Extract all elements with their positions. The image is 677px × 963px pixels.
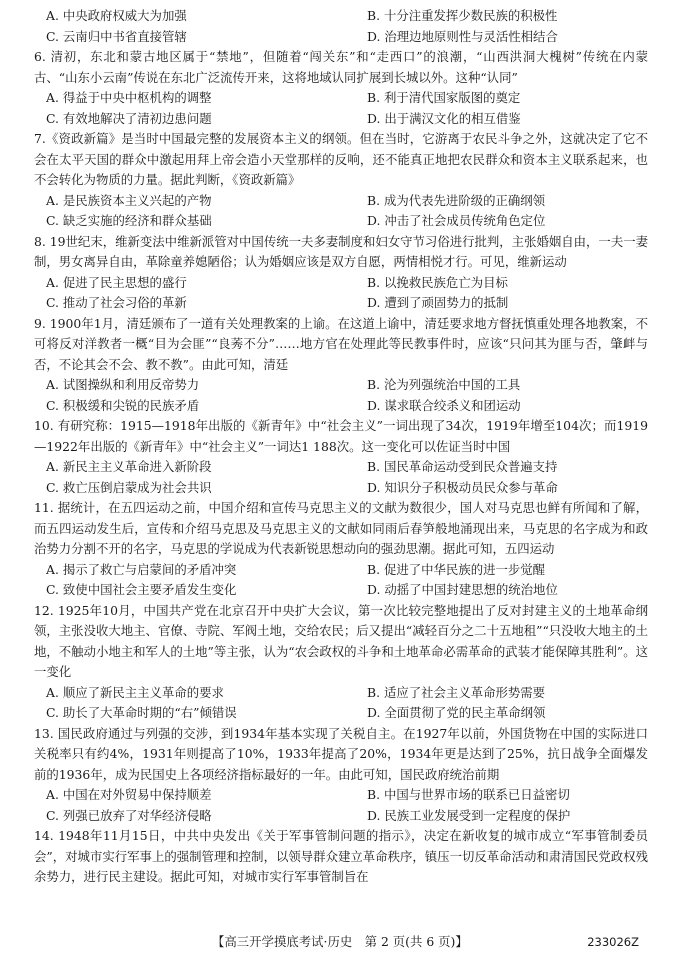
- q11-option-a: A. 揭示了救亡与启蒙间的矛盾冲突: [46, 561, 237, 577]
- q8-option-a: A. 促进了民主思想的盛行: [46, 274, 187, 290]
- q13-option-b: B. 中国与世界市场的联系已日益密切: [367, 787, 570, 802]
- page-footer: [0, 932, 677, 952]
- q11-stem: 11. 据统计，在五四运动之前，中国介绍和宣传马克思主义的文献为数很少，国人对马克思也鲜有所闻和了解，而五四运动发生后，宣传和介绍马克思及马克思主义的文献如同雨后春笋般地涌现出来，马克思的名字成为和政治势力分割不开的名字，马克思的学说成为代表新锐思想动向的强劲思潮。据此可知，五四运动: [34, 500, 648, 556]
- q6-option-b: B. 利于清代国家版图的奠定: [367, 90, 521, 105]
- questions: [34, 6, 648, 888]
- footer-code: 233026Z: [587, 935, 639, 949]
- footer-title: 【高三开学摸底考试·历史 第 2 页(共 6 页)】: [212, 934, 468, 949]
- q6-stem: 6. 清初，东北和蒙古地区属于“禁地”，但随着“闯关东”和“走西口”的浪潮，“山西洪洞大槐树”传统在内蒙古、“山东小云南”传说在东北广泛流传开来，这将地域认同扩展到长城以外。这种“认同”: [34, 49, 648, 85]
- q5-option-c: C. 云南归中书省直接管辖: [46, 28, 187, 44]
- q12-option-a: A. 顺应了新民主主义革命的要求: [46, 684, 224, 700]
- q12-option-c: C. 助长了大革命时期的“右”倾错误: [46, 705, 237, 720]
- q5-option-a: A. 中央政府权威大为加强: [46, 8, 187, 23]
- q12-stem: 12. 1925年10月，中国共产党在北京召开中央扩大会议，第一次比较完整地提出了反对封建主义的土地革命纲领，主张没收大地主、官僚、寺院、军阀土地，交给农民；后又提出“减轻百分之二十五地租”“只没收大地主的土地，不触动小地主和军人的土地”等主张，认为“农会政权的斗争和土地革命必需革命的武装才能保障其胜利”。这一变化: [34, 602, 648, 679]
- q10-options: [34, 457, 648, 498]
- question-10: [34, 416, 648, 498]
- q13-options: [34, 785, 648, 826]
- q5-option-b: B. 十分注重发挥少数民族的积极性: [367, 8, 558, 23]
- q9-option-c: C. 积极缓和尖锐的民族矛盾: [46, 397, 200, 413]
- q10-option-a: A. 新民主主义革命进入新阶段: [46, 459, 212, 474]
- question-7: [34, 129, 648, 232]
- q9-option-a: A. 试图操纵和利用反帝势力: [46, 377, 200, 392]
- question-9: [34, 314, 648, 417]
- q11-option-d: D. 动摇了中国封建思想的统治地位: [367, 582, 558, 597]
- q11-option-c: C. 致使中国社会主要矛盾发生变化: [46, 582, 237, 597]
- q5-options: [34, 6, 648, 47]
- q7-option-a: A. 是民族资本主义兴起的产物: [46, 192, 212, 208]
- q13-option-a: A. 中国在对外贸易中保持顺差: [46, 787, 212, 802]
- q10-option-b: B. 国民革命运动受到民众普遍支持: [367, 459, 558, 474]
- q6-option-c: C. 有效地解决了清初边患问题: [46, 110, 212, 126]
- q8-option-b: B. 以挽救民族危亡为目标: [367, 274, 508, 290]
- q13-option-d: D. 民族工业发展受到一定程度的保护: [367, 807, 571, 823]
- q9-option-d: D. 谋求联合绞杀义和团运动: [367, 397, 521, 413]
- q14-stem: 14. 1948年11月15日，中共中央发出《关于军事管制问题的指示》，决定在新收复的城市成立“军事管制委员会”，对城市实行军事上的强制管理和控制，以领导群众建立革命秩序，镇压一切反革命活动和肃清国民党政权残余势力，进行民主建设。据此可知，对城市实行军事管制旨在: [34, 828, 648, 884]
- q11-option-b: B. 促进了中华民族的进一步觉醒: [367, 561, 546, 577]
- q7-options: [34, 191, 648, 232]
- q10-stem: 10. 有研究称：1915—1918年出版的《新青年》中“社会主义”一词出现了34次，1919年增至104次；而1919—1922年出版的《新青年》中“社会主义”一词达1 188次。这一变化可以佐证当时中国: [34, 418, 648, 454]
- q13-stem: 13. 国民政府通过与列强的交涉，到1934年基本实现了关税自主。在1927年以前，外国货物在中国的实际进口关税率只有约4%，1931年则提高了10%，1933年提高了20%，1934年更是达到了25%，抗日战争全面爆发前的1936年，成为民国史上各项经济指标最好的一年。由此可知，国民政府统治前期: [34, 725, 648, 782]
- q9-options: [34, 375, 648, 416]
- q12-option-b: B. 适应了社会主义革命形势需要: [367, 684, 546, 700]
- q7-option-c: C. 缺乏实施的经济和群众基础: [46, 213, 212, 228]
- q8-stem: 8. 19世纪末，维新变法中维新派管对中国传统一夫多妻制度和妇女守节习俗进行批判，主张婚姻自由，一夫一妻制，男女离异自由，革除童养媳陋俗；认为婚姻应该是双方自愿，两情相悦才行。可见，维新运动: [34, 233, 648, 269]
- q12-options: [34, 683, 648, 724]
- question-12: [34, 601, 648, 724]
- q7-stem: 7.《资政新篇》是当时中国最完整的发展资本主义的纲领。但在当时，它游离于农民斗争之外，这就决定了它不会在太平天国的群众中激起用拜上帝会造小天堂那样的反响，还不能真正地把农民群众和资本主义联系起来，也不会转化为物质的力量。据此判断，《资政新篇》: [34, 131, 648, 187]
- q10-option-d: D. 知识分子积极动员民众参与革命: [367, 479, 558, 495]
- question-6: [34, 47, 648, 129]
- q10-option-c: C. 救亡压倒启蒙成为社会共识: [46, 479, 212, 495]
- q6-option-a: A. 得益于中央中枢机构的调整: [46, 90, 212, 105]
- q6-options: [34, 88, 648, 129]
- question-11: [34, 498, 648, 601]
- q6-option-d: D. 出于满汉文化的相互借鉴: [367, 110, 521, 126]
- q9-option-b: B. 沦为列强统治中国的工具: [367, 377, 521, 392]
- question-14: [34, 826, 648, 888]
- q5-option-d: D. 治理边地原则性与灵活性相结合: [367, 28, 558, 44]
- q12-option-d: D. 全面贯彻了党的民主革命纲领: [367, 705, 546, 720]
- q9-stem: 9. 1900年1月，清廷颁布了一道有关处理教案的上谕。在这道上谕中，清廷要求地方督抚慎重处理各地教案，不可将反对洋教者一概“目为会匪”“良莠不分”……地方官在处理此等民教事件时，应该“只问其为匪与否，肇衅与否，不论其会不会、教不教”。由此可知，清廷: [34, 315, 648, 372]
- q7-option-b: B. 成为代表先进阶级的正确纲领: [367, 192, 546, 208]
- q11-options: [34, 560, 648, 601]
- q8-options: [34, 273, 648, 314]
- q7-option-d: D. 冲击了社会成员传统角色定位: [367, 213, 546, 228]
- question-13: [34, 724, 648, 827]
- question-8: [34, 232, 648, 314]
- q8-option-d: D. 遭到了顽固势力的抵制: [367, 295, 509, 310]
- q8-option-c: C. 推动了社会习俗的革新: [46, 295, 187, 310]
- q13-option-c: C. 列强已放弃了对华经济侵略: [46, 807, 212, 823]
